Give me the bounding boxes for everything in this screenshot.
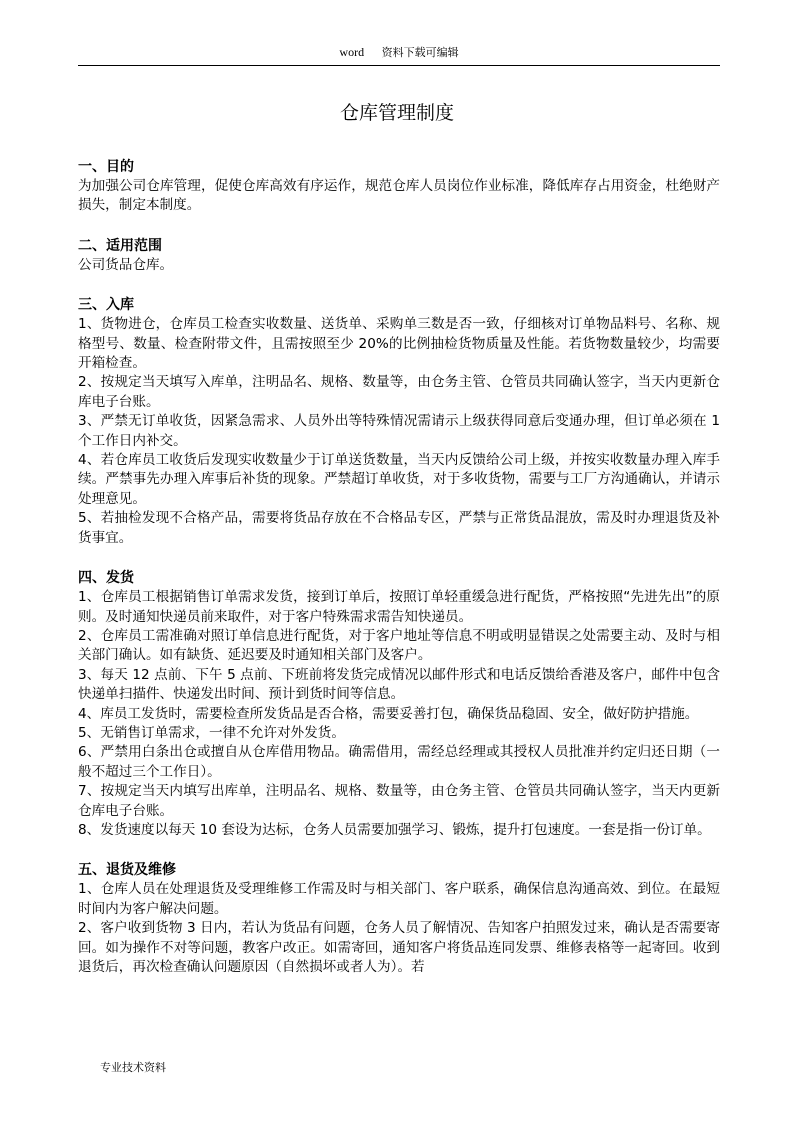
paragraph: 为加强公司仓库管理，促使仓库高效有序运作，规范仓库人员岗位作业标准，降低库存占用资金，杜绝财产损失，制定本制度。 [78, 178, 720, 214]
section-heading: 四、发货 [78, 570, 134, 587]
section-purpose [78, 157, 720, 216]
header-rule [78, 65, 720, 66]
page-header [78, 44, 720, 61]
section-heading: 二、适用范围 [78, 237, 162, 254]
paragraph: 5、若抽检发现不合格产品，需要将货品存放在不合格品专区，严禁与正常货品混放，需及时办理退货及补货事宜。 [78, 510, 720, 546]
paragraph: 5、无销售订单需求，一律不允许对外发货。 [78, 724, 345, 741]
paragraph: 1、仓库人员在处理退货及受理维修工作需及时与相关部门、客户联系，确保信息沟通高效、到位。在最短时间内为客户解决问题。 [78, 881, 720, 917]
header-subtitle: 资料下载可编辑 [381, 46, 459, 59]
section-returns [78, 860, 720, 977]
section-heading: 三、入库 [78, 297, 134, 314]
header-word: word [339, 45, 365, 59]
page-footer: 专业技术资料 [100, 1061, 166, 1074]
section-shipping [78, 568, 720, 840]
section-scope [78, 236, 720, 275]
paragraph: 2、客户收到货物 3 日内，若认为货品有问题，仓务人员了解情况、告知客户拍照发过来，确认是否需要寄回。如为操作不对等问题，教客户改正。如需寄回，通知客户将货品连同发票、维修表格等一起寄回。收到退货后，再次检查确认问题原因（自然损坏或者人为）。若 [78, 920, 720, 975]
paragraph: 6、严禁用白条出仓或擅自从仓库借用物品。确需借用，需经总经理或其授权人员批准并约定归还日期（一般不超过三个工作日）。 [78, 744, 720, 780]
paragraph: 3、每天 12 点前、下午 5 点前、下班前将发货完成情况以邮件形式和电话反馈给香港及客户，邮件中包含快递单扫描件、快递发出时间、预计到货时间等信息。 [78, 666, 720, 703]
document-body [78, 157, 720, 997]
paragraph: 2、按规定当天填写入库单，注明品名、规格、数量等，由仓务主管、仓管员共同确认签字，当天内更新仓库电子台账。 [78, 374, 720, 410]
paragraph: 4、若仓库员工收货后发现实收数量少于订单送货数量，当天内反馈给公司上级，并按实收数量办理入库手续。严禁事先办理入库事后补货的现象。严禁超订单收货，对于多收货物，需要与工厂方沟通确认，并请示处理意见。 [78, 452, 720, 507]
paragraph: 8、发货速度以每天 10 套设为达标，仓务人员需要加强学习、锻炼，提升打包速度。一套是指一份订单。 [78, 821, 711, 838]
paragraph: 1、仓库员工根据销售订单需求发货，接到订单后，按照订单轻重缓急进行配货，严格按照“先进先出”的原则。及时通知快递员前来取件，对于客户特殊需求需告知快递员。 [78, 589, 720, 625]
section-heading: 一、目的 [78, 159, 134, 175]
section-inbound [78, 295, 720, 548]
paragraph: 7、按规定当天内填写出库单，注明品名、规格、数量等，由仓务主管、仓管员共同确认签字，当天内更新仓库电子台账。 [78, 783, 720, 819]
paragraph: 1、货物进仓，仓库员工检查实收数量、送货单、采购单三数是否一致，仔细核对订单物品料号、名称、规格型号、数量、检查附带文件，且需按照至少 20%的比例抽检货物质量及性能。若货物数量较少，均需要开箱检查。 [78, 316, 720, 372]
paragraph: 4、库员工发货时，需要检查所发货品是否合格，需要妥善打包，确保货品稳固、安全，做好防护措施。 [78, 705, 699, 722]
section-heading: 五、退货及维修 [78, 862, 176, 879]
document-title: 仓库管理制度 [339, 102, 454, 124]
paragraph: 3、严禁无订单收货，因紧急需求、人员外出等特殊情况需请示上级获得同意后变通办理，但订单必须在 1 个工作日内补交。 [78, 413, 720, 449]
paragraph: 公司货品仓库。 [78, 256, 174, 273]
paragraph: 2、仓库员工需准确对照订单信息进行配货，对于客户地址等信息不明或明显错误之处需要主动、及时与相关部门确认。如有缺货、延迟要及时通知相关部门及客户。 [78, 627, 720, 664]
